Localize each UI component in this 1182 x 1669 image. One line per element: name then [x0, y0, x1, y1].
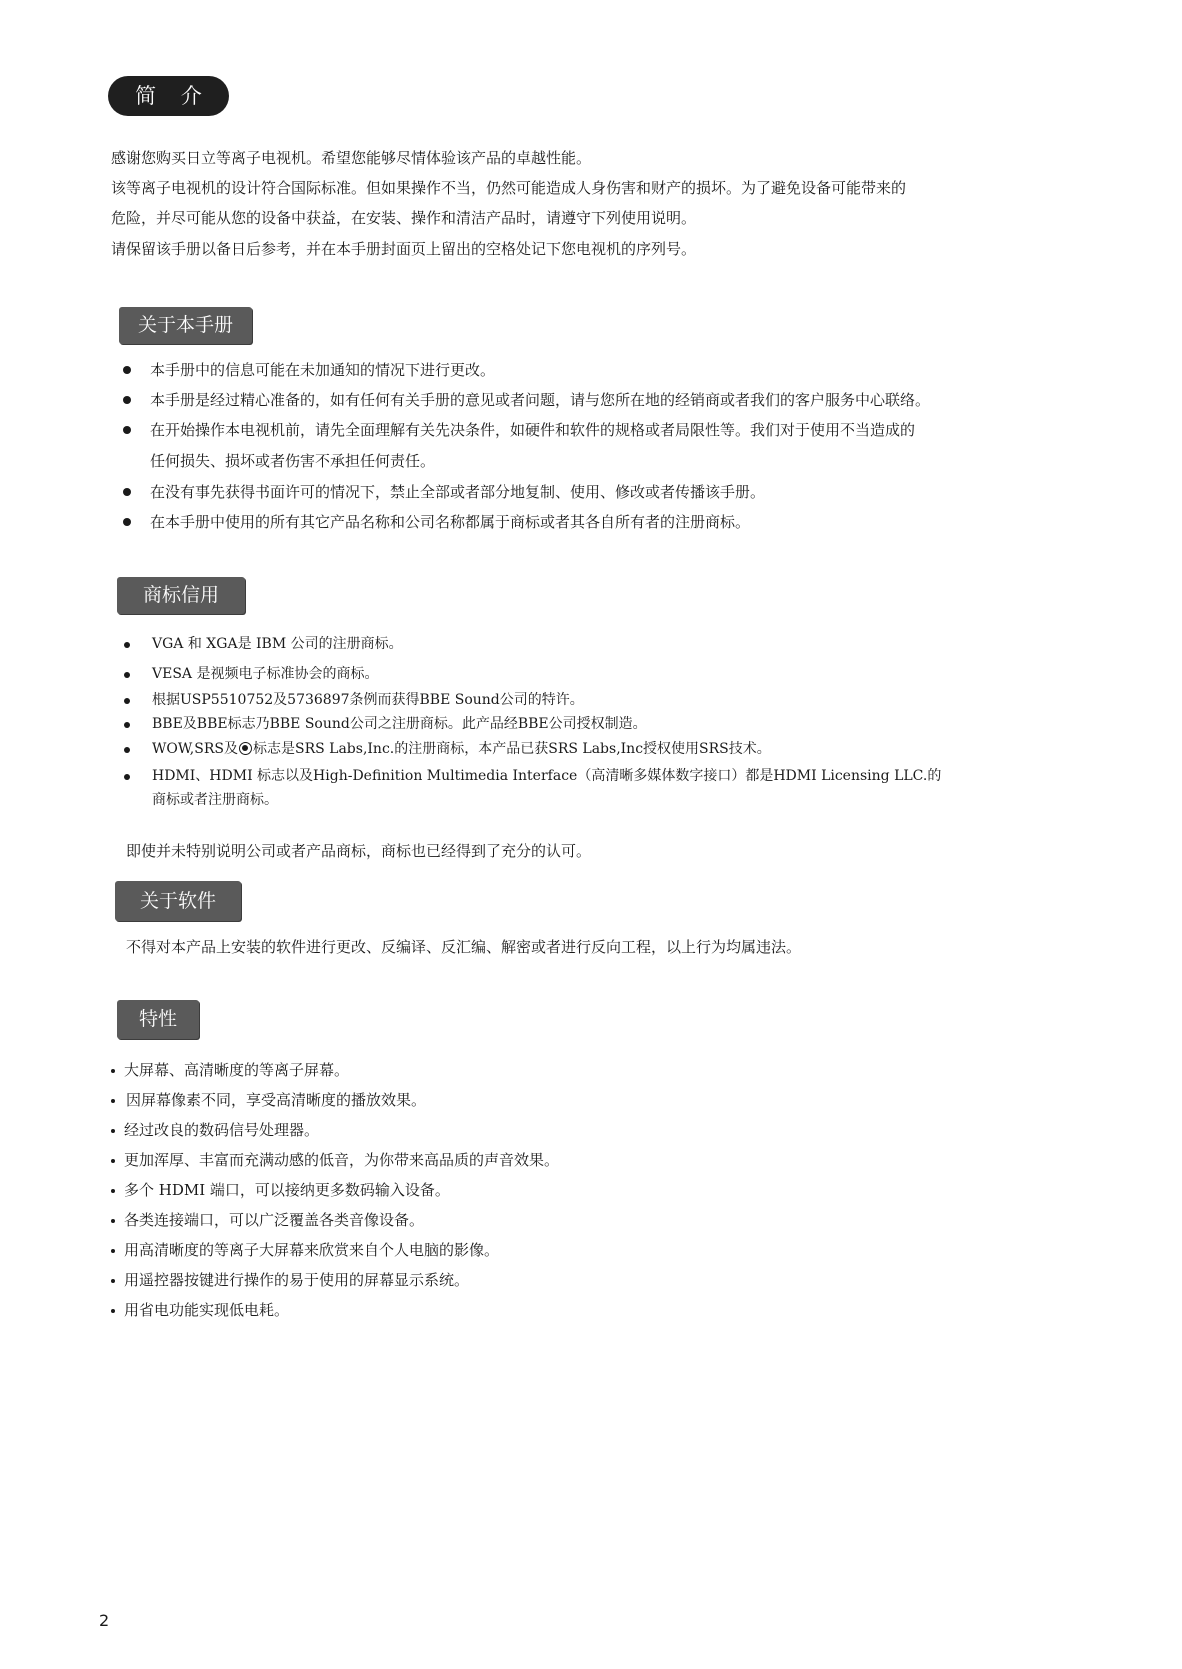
page-number: 2	[99, 1611, 110, 1630]
feature-item: 多个 HDMI 端口，可以接纳更多数码输入设备。	[124, 1181, 450, 1199]
intro-paragraph: 感谢您购买日立等离子电视机。希望您能够尽情体验该产品的卓越性能。	[111, 149, 592, 167]
bullet-icon	[111, 1189, 115, 1193]
bullet-icon	[124, 747, 130, 753]
list-item: 根据USP5510752及5736897条例而获得BBE Sound公司的特许。	[152, 692, 584, 708]
bullet-icon	[123, 488, 131, 496]
bullet-icon	[111, 1219, 115, 1223]
bullet-icon	[111, 1249, 115, 1253]
bullet-icon	[124, 774, 130, 780]
bullet-icon	[124, 672, 130, 678]
bullet-icon	[124, 642, 130, 648]
list-item-continuation: 任何损失、损坏或者伤害不承担任何责任。	[150, 452, 436, 470]
list-item	[152, 739, 771, 759]
feature-item: 各类连接端口，可以广泛覆盖各类音像设备。	[124, 1211, 425, 1229]
intro-title: 简 介	[108, 76, 229, 116]
list-item-text: WOW,SRS及	[152, 741, 238, 757]
intro-paragraph: 请保留该手册以备日后参考，并在本手册封面页上留出的空格处记下您电视机的序列号。	[111, 240, 697, 258]
list-item: 在没有事先获得书面许可的情况下，禁止全部或者部分地复制、使用、修改或者传播该手册。	[150, 483, 766, 501]
list-item: 本手册中的信息可能在未加通知的情况下进行更改。	[150, 361, 496, 379]
list-item: 本手册是经过精心准备的，如有任何有关手册的意见或者问题，请与您所在地的经销商或者我们的客户服务中心联络。	[150, 391, 931, 409]
about-manual-heading: 关于本手册	[119, 307, 252, 344]
feature-item: 更加浑厚、丰富而充满动感的低音，为你带来高品质的声音效果。	[124, 1151, 560, 1169]
list-item-text: 标志是SRS Labs,Inc.的注册商标，本产品已获SRS Labs,Inc授权使用SRS技术。	[252, 741, 771, 757]
bullet-icon	[111, 1279, 115, 1283]
bullet-icon	[111, 1309, 115, 1313]
feature-item: 经过改良的数码信号处理器。	[124, 1121, 320, 1139]
list-item: VGA 和 XGA是 IBM 公司的注册商标。	[152, 636, 403, 652]
feature-item: 因屏幕像素不同，享受高清晰度的播放效果。	[126, 1091, 427, 1109]
bullet-icon	[124, 722, 130, 728]
features-heading: 特性	[117, 1000, 199, 1039]
bullet-icon	[111, 1159, 115, 1163]
software-text: 不得对本产品上安装的软件进行更改、反编译、反汇编、解密或者进行反向工程，以上行为均属违法。	[126, 938, 802, 956]
list-item: HDMI、HDMI 标志以及High-Definition Multimedia Interface（高清晰多媒体数字接口）都是HDMI Licensing LLC.的	[152, 768, 942, 784]
trademarks-heading: 商标信用	[117, 577, 245, 614]
intro-paragraph: 危险，并尽可能从您的设备中获益，在安装、操作和清洁产品时，请遵守下列使用说明。	[111, 209, 697, 227]
trademarks-note: 即使并未特别说明公司或者产品商标，商标也已经得到了充分的认可。	[126, 842, 592, 860]
bullet-icon	[123, 366, 131, 374]
feature-item: 用遥控器按键进行操作的易于使用的屏幕显示系统。	[124, 1271, 470, 1289]
feature-item: 用高清晰度的等离子大屏幕来欣赏来自个人电脑的影像。	[124, 1241, 500, 1259]
bullet-icon	[123, 426, 131, 434]
list-item: VESA 是视频电子标准协会的商标。	[152, 666, 379, 682]
feature-item: 用省电功能实现低电耗。	[124, 1301, 290, 1319]
list-item: BBE及BBE标志乃BBE Sound公司之注册商标。此产品经BBE公司授权制造。	[152, 716, 647, 732]
srs-logo-icon	[239, 742, 252, 755]
bullet-icon	[123, 396, 131, 404]
software-heading: 关于软件	[115, 881, 241, 921]
list-item-continuation: 商标或者注册商标。	[152, 792, 278, 808]
bullet-icon	[123, 518, 131, 526]
feature-item: 大屏幕、高清晰度的等离子屏幕。	[124, 1061, 350, 1079]
bullet-icon	[111, 1069, 115, 1073]
bullet-icon	[124, 698, 130, 704]
intro-paragraph: 该等离子电视机的设计符合国际标准。但如果操作不当，仍然可能造成人身伤害和财产的损坏。为了避免设备可能带来的	[111, 179, 907, 197]
bullet-icon	[111, 1099, 115, 1103]
bullet-icon	[111, 1129, 115, 1133]
list-item: 在本手册中使用的所有其它产品名称和公司名称都属于商标或者其各自所有者的注册商标。	[150, 513, 751, 531]
list-item: 在开始操作本电视机前，请先全面理解有关先决条件，如硬件和软件的规格或者局限性等。我们对于使用不当造成的	[150, 421, 916, 439]
